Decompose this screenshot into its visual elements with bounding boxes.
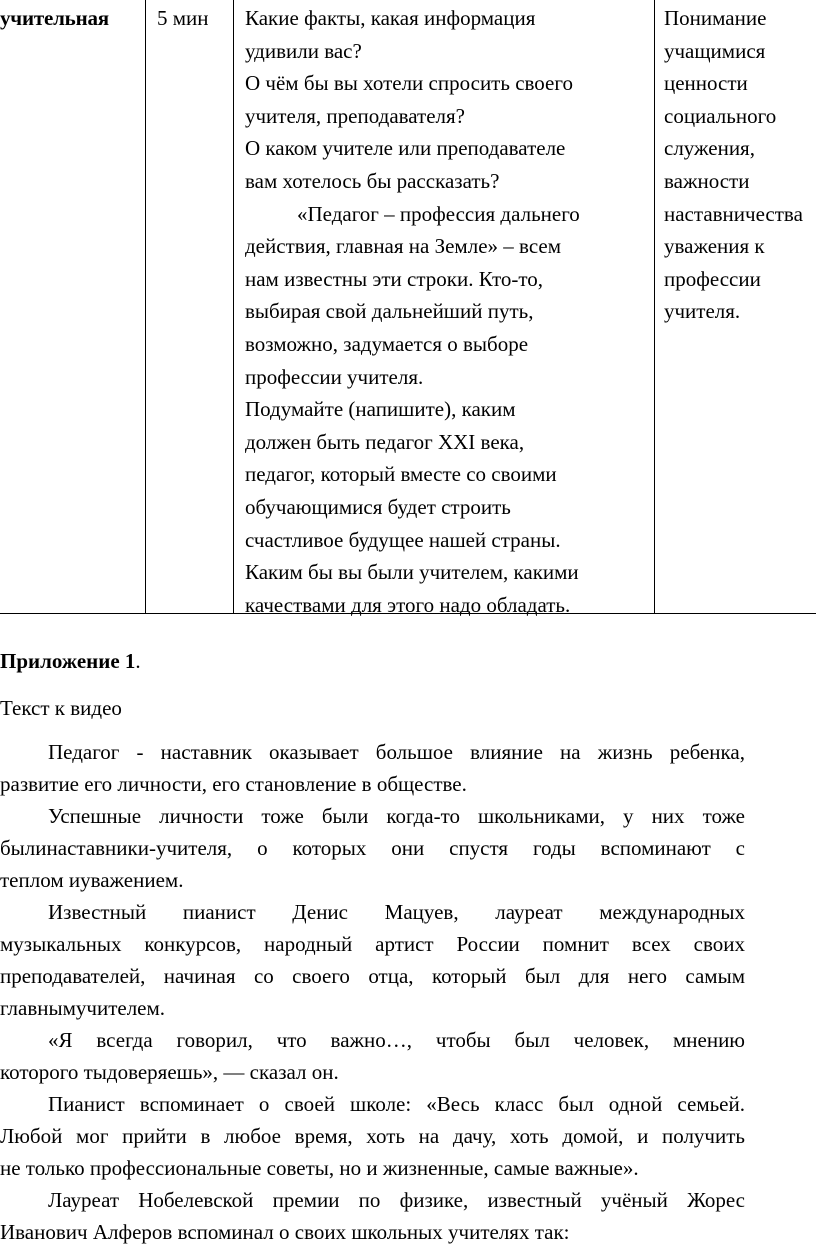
body-line: Лауреат Нобелевской премии по физике, известный учёный Жорес <box>48 1188 745 1212</box>
content-line: Каким бы вы были учителем, какими <box>245 560 579 585</box>
content-line: нам известны эти строки. Кто-то, <box>245 266 543 291</box>
appendix-heading: Приложение 1. <box>0 649 141 673</box>
body-line: былинаставники-учителя, о которых они спустя годы вспоминают с <box>0 836 745 860</box>
body-line: теплом иуважением. <box>0 868 184 892</box>
result-line: учителя. <box>664 299 741 324</box>
result-line: важности <box>664 168 750 193</box>
body-line: не только профессиональные советы, но и жизненные, самые важные». <box>0 1156 639 1180</box>
content-line: профессии учителя. <box>245 364 424 389</box>
content-line: возможно, задумается о выборе <box>245 331 529 356</box>
table-cell-result <box>664 2 803 328</box>
result-line: ценности <box>664 71 748 96</box>
result-line: служения, <box>664 136 755 161</box>
content-line: учителя, преподавателя? <box>245 103 466 128</box>
body-line: Успешные личности тоже были когда-то школьниками, у них тоже <box>48 804 745 828</box>
content-line: Какие факты, какая информация <box>245 6 536 30</box>
content-line: вам хотелось бы рассказать? <box>245 168 500 193</box>
table-column-divider <box>654 0 655 614</box>
body-line: Любой мог прийти в любое время, хоть на дачу, хоть домой, и получить <box>0 1124 745 1148</box>
content-line: О чём бы вы хотели спросить своего <box>245 71 573 96</box>
content-line: «Педагог – профессия дальнего <box>297 201 580 226</box>
body-line: Педагог - наставник оказывает большое влияние на жизнь ребенка, <box>48 740 745 764</box>
table-cell-stage: учительная <box>0 6 109 30</box>
content-line: действия, главная на Земле» – всем <box>245 234 562 259</box>
content-line: Подумайте (напишите), каким <box>245 397 516 422</box>
body-line: которого тыдоверяешь», — сказал он. <box>0 1060 339 1084</box>
table-cell-content <box>245 2 580 621</box>
appendix-subtitle: Текст к видео <box>0 696 122 720</box>
content-line: удивили вас? <box>245 38 362 63</box>
body-line: «Я всегда говорил, что важно…, чтобы был человек, мнению <box>48 1028 745 1052</box>
result-line: уважения к <box>664 234 765 259</box>
body-line: преподавателей, начиная со своего отца, который был для него самым <box>0 964 745 988</box>
content-line: обучающимися будет строить <box>245 494 511 519</box>
body-line: главнымучителем. <box>0 996 166 1020</box>
table-column-divider <box>233 0 234 614</box>
table-column-divider <box>145 0 146 614</box>
body-line: развитие его личности, его становление в обществе. <box>0 772 467 796</box>
content-line: качествами для этого надо обладать. <box>245 592 571 617</box>
content-line: счастливое будущее нашей страны. <box>245 527 561 552</box>
content-line: педагог, который вместе со своими <box>245 462 557 487</box>
result-line: учащимися <box>664 38 766 63</box>
body-line: Пианист вспоминает о своей школе: «Весь класс был одной семьей. <box>48 1092 745 1116</box>
content-line: выбирая свой дальнейший путь, <box>245 299 534 324</box>
table-cell-time: 5 мин <box>157 6 209 30</box>
result-line: профессии <box>664 266 761 291</box>
result-line: социального <box>664 103 777 128</box>
body-line: Иванович Алферов вспоминал о своих школьных учителях так: <box>0 1220 570 1244</box>
body-line: музыкальных конкурсов, народный артист России помнит всех своих <box>0 932 745 956</box>
video-text-body <box>0 736 745 1248</box>
content-line: О каком учителе или преподавателе <box>245 136 566 161</box>
body-line: Известный пианист Денис Мацуев, лауреат международных <box>48 900 745 924</box>
content-line: должен быть педагог XXI века, <box>245 429 525 454</box>
result-line: Понимание <box>664 6 767 30</box>
result-line: наставничества <box>664 201 803 226</box>
